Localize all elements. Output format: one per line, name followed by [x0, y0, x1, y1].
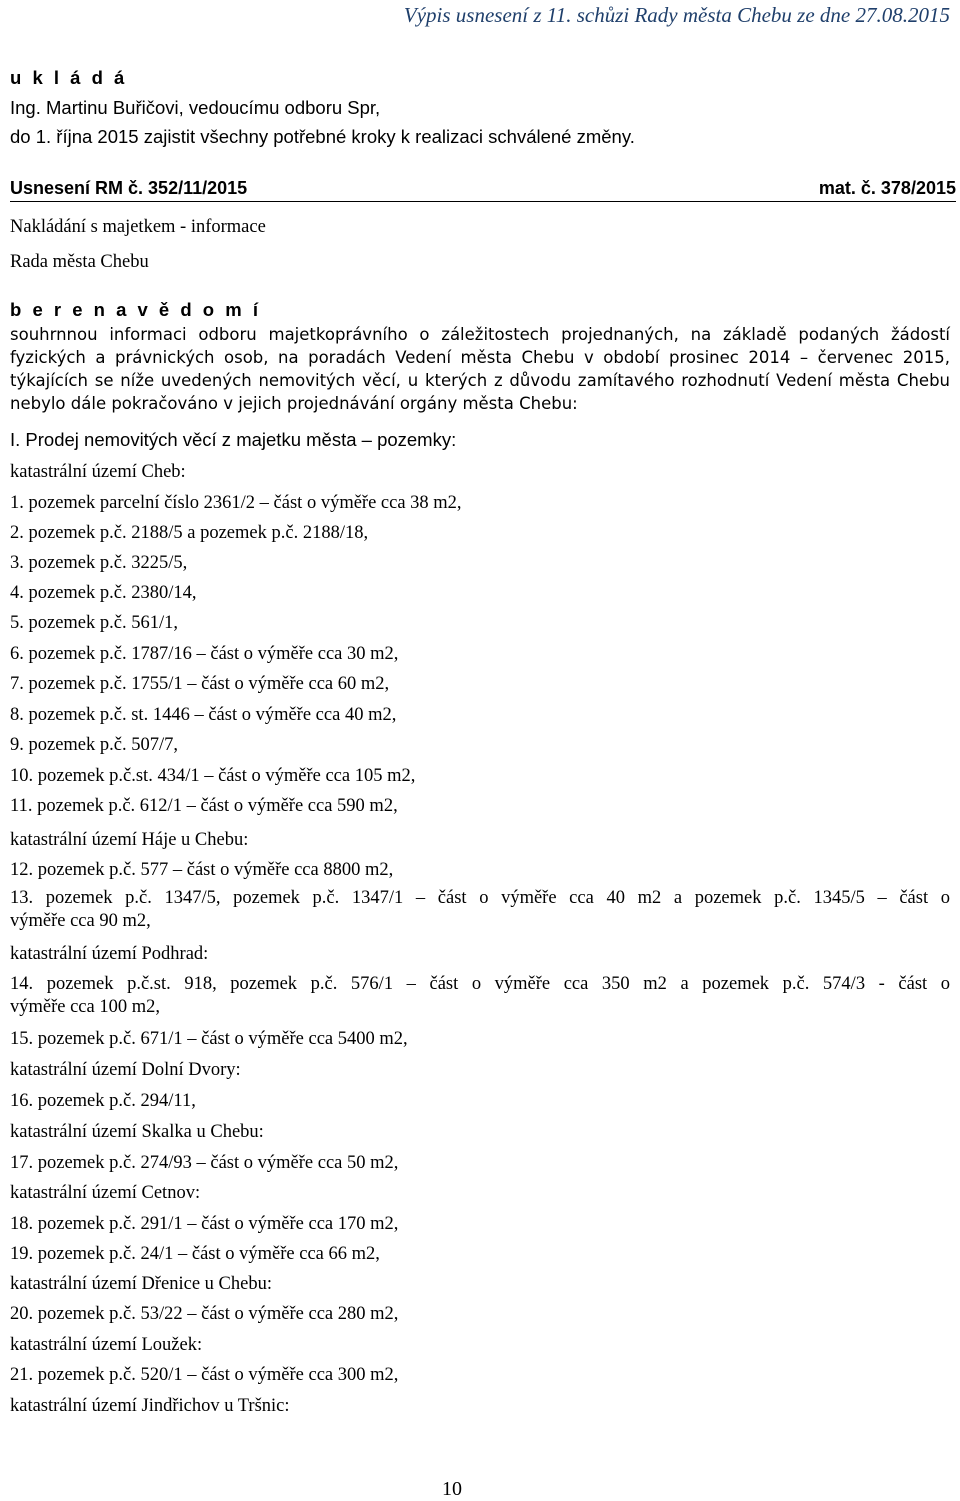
- summary-paragraph: souhrnnou informaci odboru majetkoprávního o záležitostech projednaných, na základě podaných žádostí fyzických a právnických osob, na poradách Vedení města Chebu v období prosinec 2014 – červenec 2015, týkajících se níže uvedených nemovitých věcí, u kterých z důvodu zamítavého rozhodnutí Vedení města Chebu nebylo dále pokračováno v jejich projednávání orgány města Chebu:: [10, 325, 950, 413]
- cadastral-area-heading: katastrální území Loužek:: [10, 1335, 203, 1355]
- parcel-item: 15. pozemek p.č. 671/1 – část o výměře cca 5400 m2,: [10, 1029, 408, 1049]
- assignee-line: Ing. Martinu Buřičovi, vedoucímu odboru Spr,: [10, 97, 381, 118]
- resolution-number: Usnesení RM č. 352/11/2015: [10, 178, 248, 198]
- cadastral-area-heading: katastrální území Cheb:: [10, 462, 186, 482]
- resolution-row: [10, 178, 956, 202]
- parcel-item: 7. pozemek p.č. 1755/1 – část o výměře cca 60 m2,: [10, 674, 390, 694]
- bere-heading: b e r e n a v ě d o m í: [10, 299, 261, 320]
- material-number: mat. č. 378/2015: [818, 178, 956, 198]
- parcel-item: 5. pozemek p.č. 561/1,: [10, 613, 178, 633]
- parcel-item: 16. pozemek p.č. 294/11,: [10, 1091, 196, 1111]
- page-number: 10: [442, 1478, 462, 1500]
- cadastral-area-heading: katastrální území Dolní Dvory:: [10, 1060, 241, 1080]
- parcel-item: 11. pozemek p.č. 612/1 – část o výměře cca 590 m2,: [10, 796, 398, 816]
- parcel-item: 20. pozemek p.č. 53/22 – část o výměře cca 280 m2,: [10, 1304, 399, 1324]
- parcel-item: 4. pozemek p.č. 2380/14,: [10, 583, 197, 603]
- document-header: Výpis usnesení z 11. schůzi Rady města Chebu ze dne 27.08.2015: [403, 3, 950, 27]
- parcel-item: 6. pozemek p.č. 1787/16 – část o výměře cca 30 m2,: [10, 644, 399, 664]
- parcel-item: 19. pozemek p.č. 24/1 – část o výměře cca 66 m2,: [10, 1244, 380, 1264]
- cadastral-area-heading: katastrální území Háje u Chebu:: [10, 830, 249, 850]
- parcel-item: 1. pozemek parcelní číslo 2361/2 – část o výměře cca 38 m2,: [10, 493, 462, 513]
- parcel-item: 2. pozemek p.č. 2188/5 a pozemek p.č. 2188/18,: [10, 523, 369, 543]
- cadastral-area-heading: katastrální území Podhrad:: [10, 944, 209, 964]
- cadastral-area-heading: katastrální území Cetnov:: [10, 1183, 201, 1203]
- parcel-item: 10. pozemek p.č.st. 434/1 – část o výměře cca 105 m2,: [10, 766, 416, 786]
- parcel-item: výměře cca 90 m2,: [10, 911, 151, 931]
- parcel-item: 8. pozemek p.č. st. 1446 – část o výměře cca 40 m2,: [10, 705, 397, 725]
- parcel-item: 12. pozemek p.č. 577 – část o výměře cca 8800 m2,: [10, 860, 394, 880]
- parcel-item: 3. pozemek p.č. 3225/5,: [10, 553, 188, 573]
- uklada-heading: u k l á d á: [10, 67, 128, 88]
- parcel-item: 13. pozemek p.č. 1347/5, pozemek p.č. 1347/1 – část o výměře cca 40 m2 a pozemek p.č. 1345/5 – část o: [10, 888, 950, 908]
- cadastral-area-heading: katastrální území Dřenice u Chebu:: [10, 1274, 272, 1294]
- parcel-item: 17. pozemek p.č. 274/93 – část o výměře cca 50 m2,: [10, 1153, 399, 1173]
- cadastral-area-heading: katastrální území Skalka u Chebu:: [10, 1122, 264, 1142]
- parcel-item: 9. pozemek p.č. 507/7,: [10, 735, 178, 755]
- section-title: I. Prodej nemovitých věcí z majetku města – pozemky:: [10, 429, 457, 450]
- task-line: do 1. října 2015 zajistit všechny potřebné kroky k realizaci schválené změny.: [10, 126, 635, 147]
- cadastral-area-heading: katastrální území Jindřichov u Tršnic:: [10, 1396, 290, 1416]
- parcel-item: 21. pozemek p.č. 520/1 – část o výměře cca 300 m2,: [10, 1365, 399, 1385]
- body-line: Rada města Chebu: [10, 252, 149, 272]
- subject-line: Nakládání s majetkem - informace: [10, 217, 266, 237]
- parcel-item: výměře cca 100 m2,: [10, 997, 160, 1017]
- parcel-item: 14. pozemek p.č.st. 918, pozemek p.č. 576/1 – část o výměře cca 350 m2 a pozemek p.č. 574/3 - část o: [10, 974, 950, 994]
- parcel-item: 18. pozemek p.č. 291/1 – část o výměře cca 170 m2,: [10, 1214, 399, 1234]
